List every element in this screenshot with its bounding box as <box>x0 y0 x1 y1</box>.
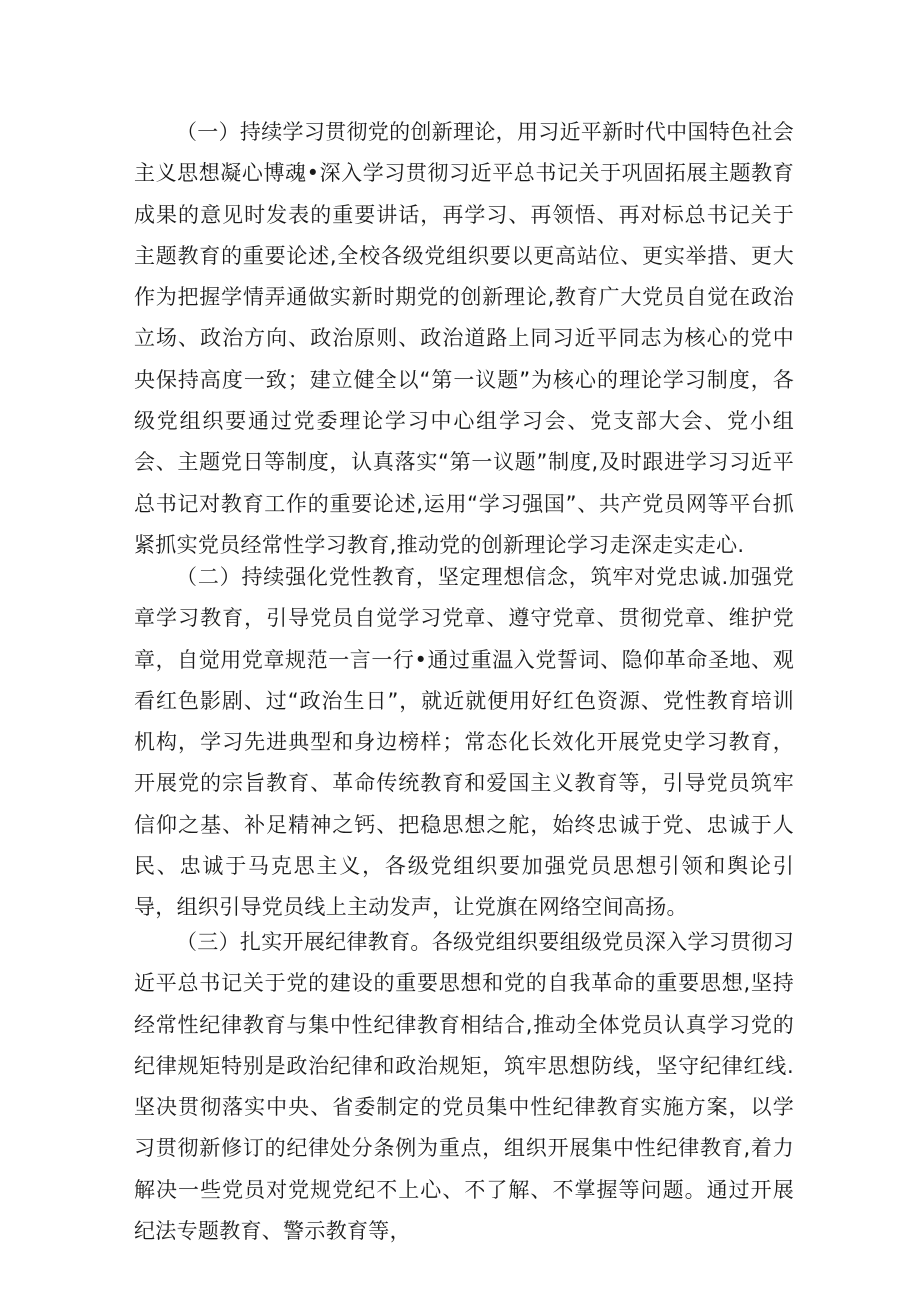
paragraph-theory-study: （一）持续学习贯彻党的创新理论，用习近平新时代中国特色社会主义思想凝心博魂•深入学习贯彻习近平总书记关于巩固拓展主题教育成果的意见时发表的重要讲话，再学习、再领悟、再对标总书记关于主题教育的重要论述,全校各级党组织要以更高站位、更实举措、更大作为把握学情弄通做实新时期党的创新理论,教育广大党员自觉在政治立场、政治方向、政治原则、政治道路上同习近平同志为核心的党中央保持高度一致；建立健全以“第一议题”为核心的理论学习制度，各级党组织要通过党委理论学习中心组学习会、党支部大会、党小组会、主题党日等制度，认真落实“第一议题”制度,及时跟进学习习近平总书记对教育工作的重要论述,运用“学习强国”、共产党员网等平台抓紧抓实党员经常性学习教育,推动党的创新理论学习走深走实走心. <box>134 120 794 557</box>
paragraph-party-spirit-education: （二）持续强化党性教育，坚定理想信念，筑牢对党忠诚.加强党章学习教育，引导党员自觉学习党章、遵守党章、贯彻党章、维护党章，自觉用党章规范一言一行•通过重温入党誓词、隐仰革命圣地、观看红色影剧、过“政治生日”，就近就便用好红色资源、党性教育培训机构，学习先进典型和身边榜样；常态化长效化开展党史学习教育，开展党的宗旨教育、革命传统教育和爱国主义教育等，引导党员筑牢信仰之基、补足精神之钙、把稳思想之舵，始终忠诚于党、忠诚于人民、忠诚于马克思主义，各级党组织要加强党员思想引领和舆论引导，组织引导党员线上主动发声，让党旗在网络空间高扬。 <box>134 565 794 920</box>
paragraph-discipline-education: （三）扎实开展纪律教育。各级党组织要组级党员深入学习贯彻习近平总书记关于党的建设的重要思想和党的自我革命的重要思想,坚持经常性纪律教育与集中性纪律教育相结合,推动全体党员认真学习党的纪律规矩特别是政治纪律和政治规矩，筑牢思想防线，坚守纪律红线.坚决贯彻落实中央、省委制定的党员集中性纪律教育实施方案，以学习贯彻新修订的纪律处分条例为重点，组织开展集中性纪律教育,着力解决一些党员对党规党纪不上心、不了解、不掌握等问题。通过开展纪法专题教育、警示教育等， <box>134 930 794 1244</box>
